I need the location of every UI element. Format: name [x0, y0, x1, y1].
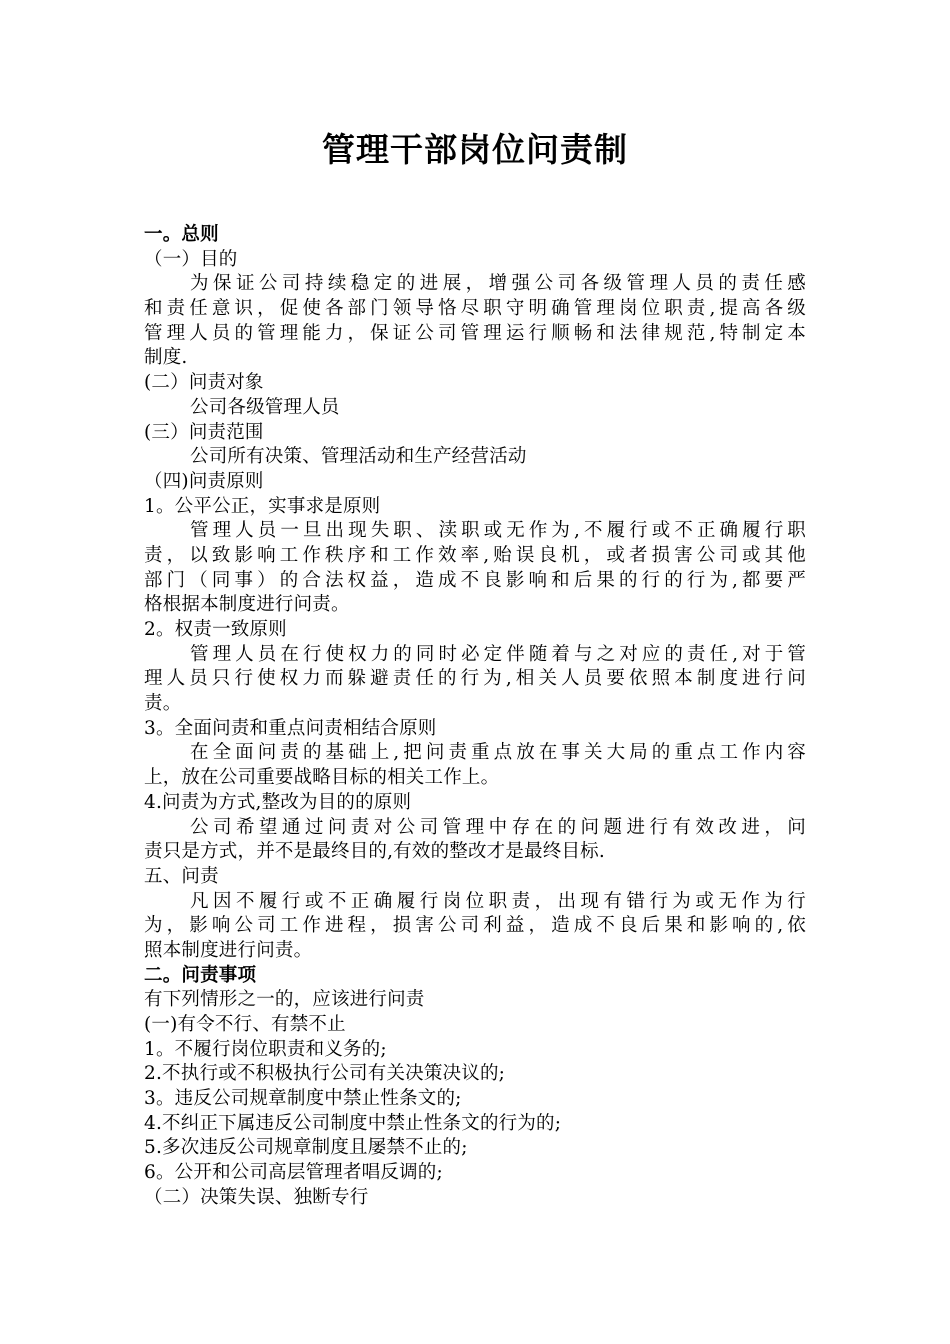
text-line: 为，影响公司工作进程，损害公司利益，造成不良后果和影响的,依 — [144, 915, 806, 937]
text-line: （一）目的 — [144, 248, 238, 270]
text-line: 公司各级管理人员 — [190, 396, 340, 418]
text-line: 制度. — [144, 347, 188, 369]
text-line: 为保证公司持续稳定的进展，增强公司各级管理人员的责任感 — [190, 273, 806, 295]
text-line: 6。公开和公司高层管理者唱反调的; — [144, 1162, 443, 1184]
text-line: (一)有令不行、有禁不止 — [144, 1014, 346, 1035]
text-line: 2。权责一致原则 — [144, 619, 287, 640]
text-line: 部门（同事）的合法权益，造成不良影响和后果的行的行为,都要严 — [144, 569, 806, 591]
text-line: 4.问责为方式,整改为目的的原则 — [144, 791, 412, 813]
text-line: 公司所有决策、管理活动和生产经营活动 — [190, 446, 527, 468]
text-line: 管理人员的管理能力，保证公司管理运行顺畅和法律规范,特制定本 — [144, 322, 806, 344]
text-line: （二）决策失误、独断专行 — [144, 1186, 369, 1208]
text-line: 责，以致影响工作秩序和工作效率,贻误良机，或者损害公司或其他 — [144, 544, 806, 566]
text-line: 5.多次违反公司规章制度且屡禁不止的; — [144, 1137, 468, 1159]
text-line: 1。公平公正，实事求是原则 — [144, 495, 381, 517]
text-line: 五、问责 — [144, 865, 219, 887]
text-line: 在全面问责的基础上,把问责重点放在事关大局的重点工作内容 — [190, 742, 806, 764]
section-heading: 一。总则 — [144, 224, 219, 245]
text-line: 格根据本制度进行问责。 — [144, 594, 350, 616]
text-line: 凡因不履行或不正确履行岗位职责，出现有错行为或无作为行 — [190, 890, 806, 912]
text-line: 管理人员一旦出现失职、渎职或无作为,不履行或不正确履行职 — [190, 520, 806, 542]
text-line: 4.不纠正下属违反公司制度中禁止性条文的行为的; — [144, 1112, 562, 1134]
text-line: 责只是方式，并不是最终目的,有效的整改才是最终目标. — [144, 841, 605, 863]
text-line: 责。 — [144, 693, 182, 715]
text-line: 照本制度进行问责。 — [144, 939, 313, 961]
text-line: (三）问责范围 — [144, 421, 264, 443]
text-line: 1。不履行岗位职责和义务的; — [144, 1038, 387, 1060]
text-line: 有下列情形之一的，应该进行问责 — [144, 989, 425, 1011]
text-line: 公司希望通过问责对公司管理中存在的问题进行有效改进，问 — [190, 816, 806, 838]
text-line: 管理人员在行使权力的同时必定伴随着与之对应的责任,对于管 — [190, 643, 806, 665]
text-line: 2.不执行或不积极执行公司有关决策决议的; — [144, 1063, 506, 1085]
text-line: (二）问责对象 — [144, 372, 264, 394]
text-line: 3。违反公司规章制度中禁止性条文的; — [144, 1088, 462, 1110]
text-line: 理人员只行使权力而躲避责任的行为,相关人员要依照本制度进行问 — [144, 668, 806, 690]
text-line: （四)问责原则 — [144, 470, 264, 492]
text-line: 和责任意识，促使各部门领导恪尽职守明确管理岗位职责,提高各级 — [144, 298, 806, 320]
text-line: 上，放在公司重要战略目标的相关工作上。 — [144, 767, 500, 789]
document-body — [144, 223, 806, 1211]
section-heading: 二。问责事项 — [144, 964, 257, 986]
document-title: 管理干部岗位问责制 — [322, 130, 628, 169]
text-line: 3。全面问责和重点问责相结合原则 — [144, 717, 437, 739]
